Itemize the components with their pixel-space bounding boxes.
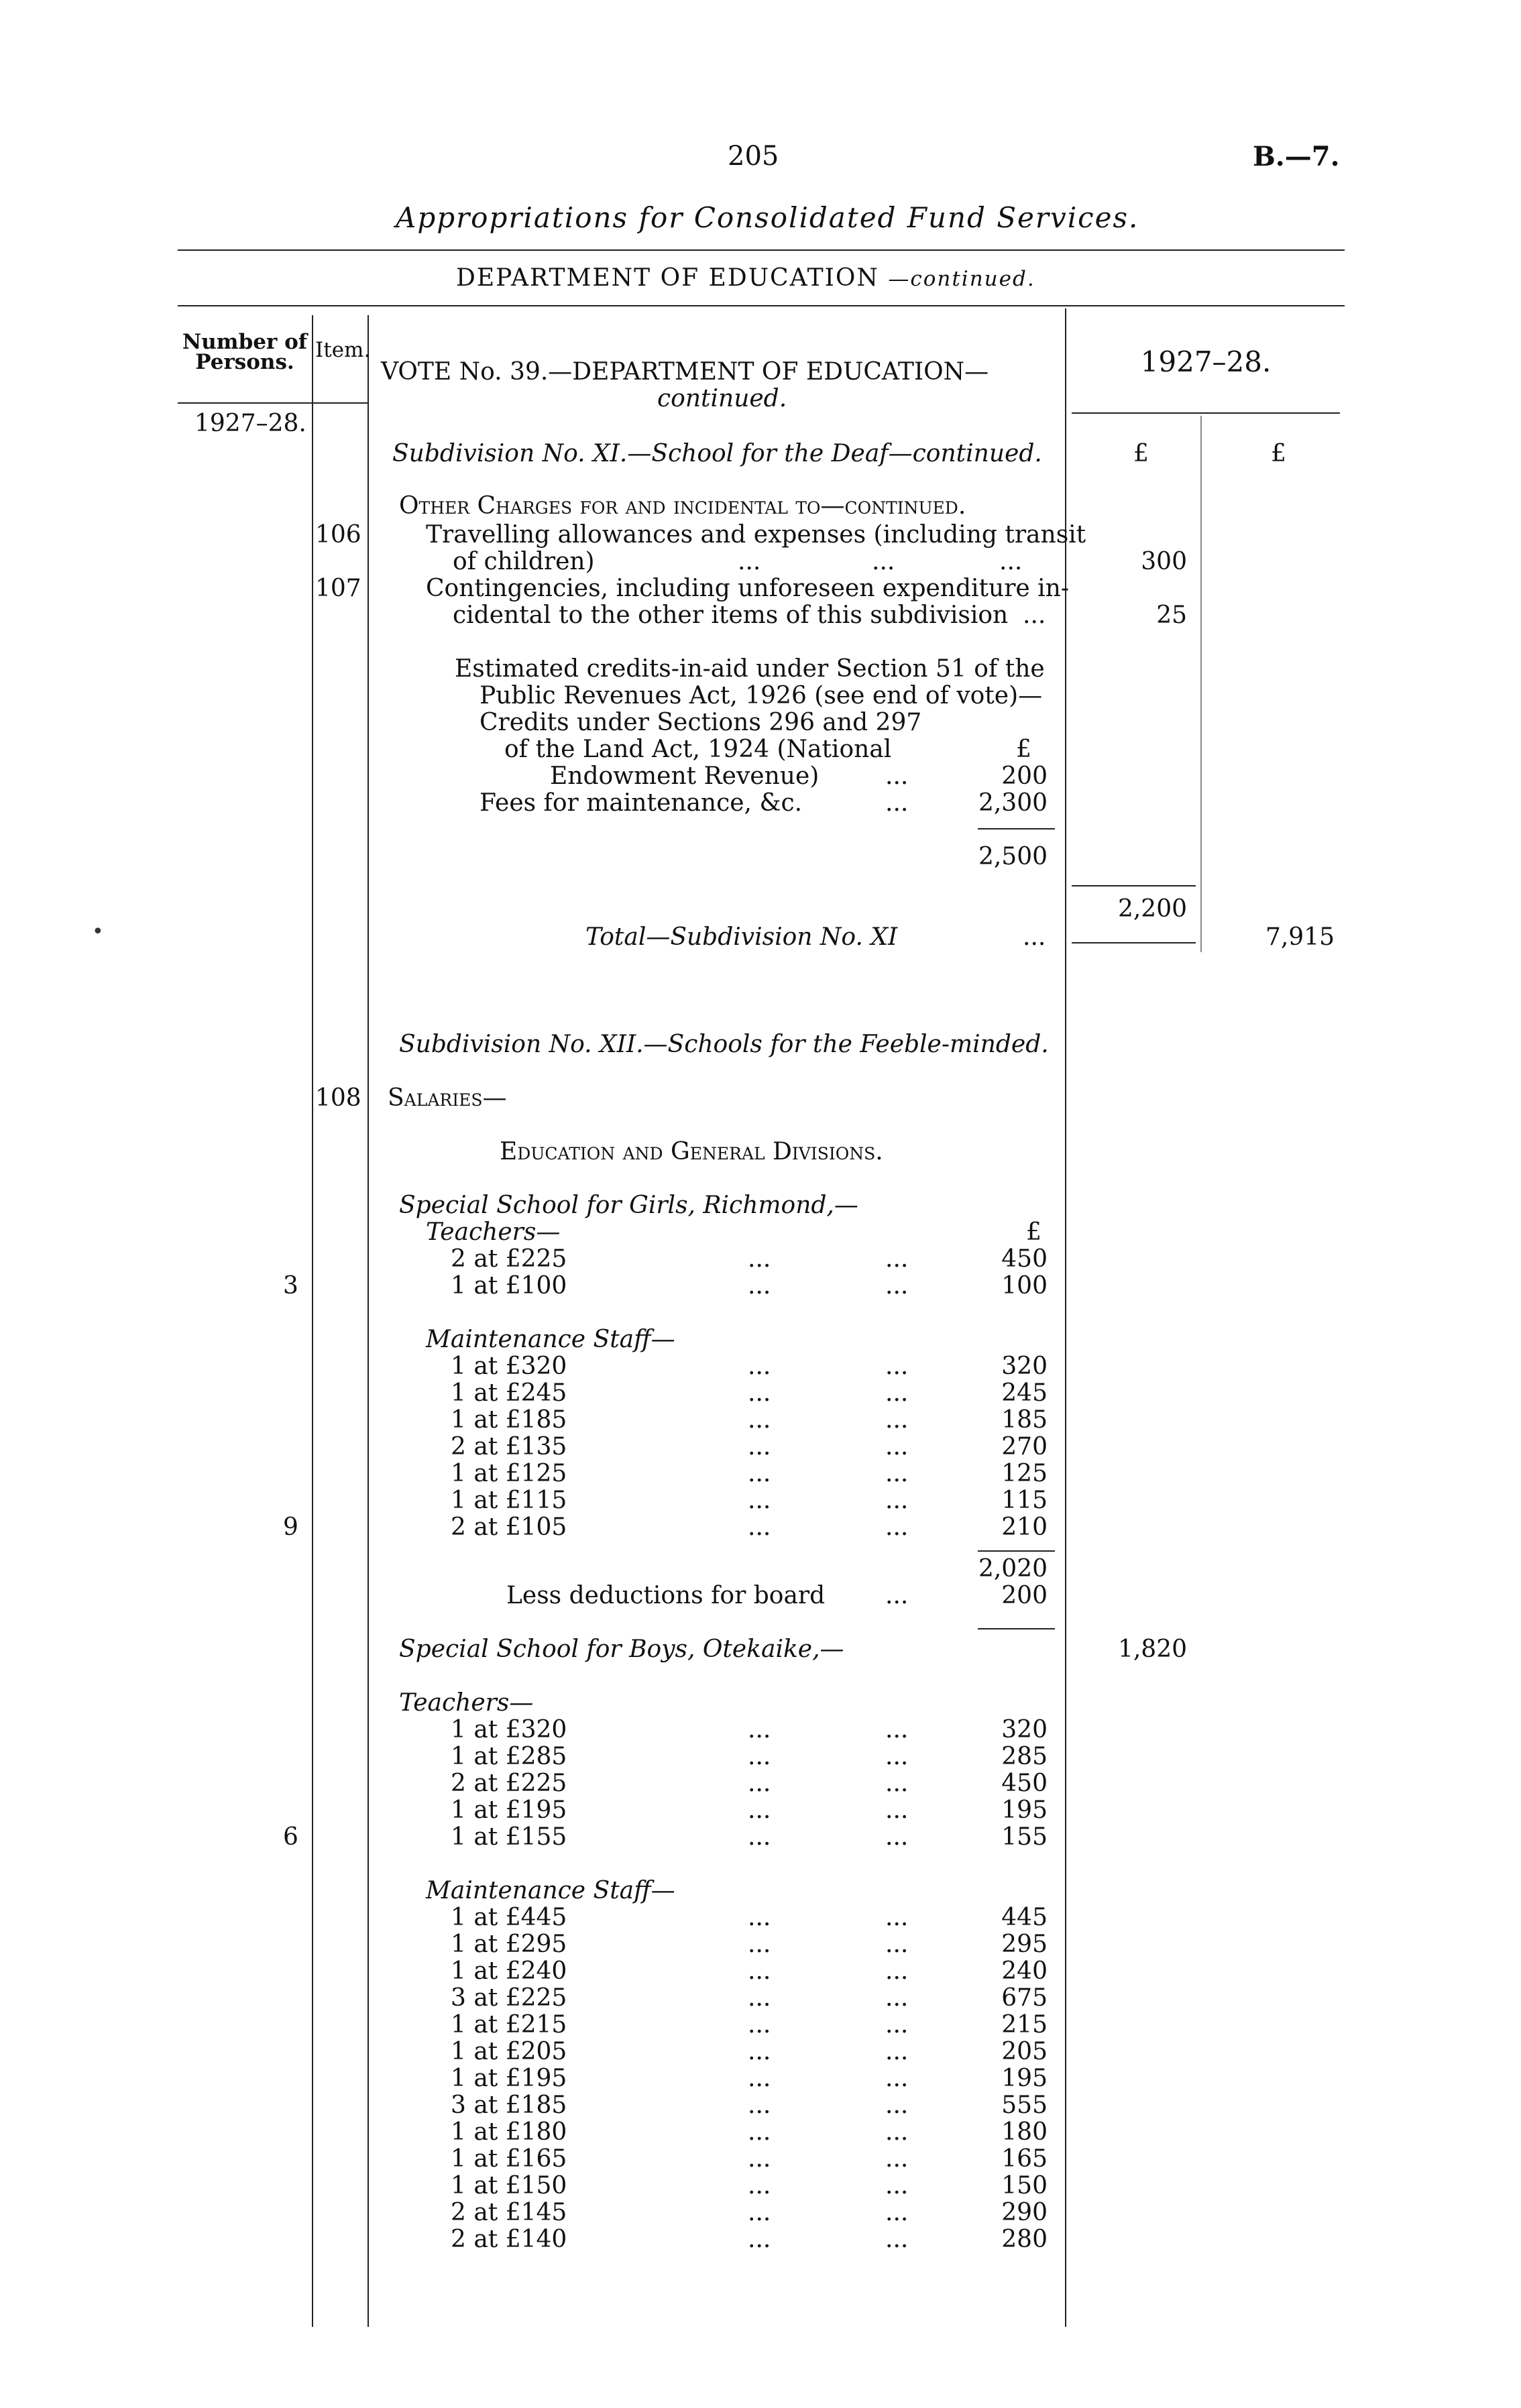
credits-line-1: Estimated credits-in-aid under Section 51 of the bbox=[455, 655, 1045, 683]
salary-amount: 320 bbox=[1001, 1716, 1048, 1743]
amount-column-divider bbox=[1200, 416, 1202, 952]
leader-dots: ... bbox=[748, 2065, 771, 2092]
salary-rate: 3 at £225 bbox=[451, 1984, 567, 2012]
leader-dots: ... bbox=[885, 1743, 909, 1770]
item-107-amount: 25 bbox=[1156, 601, 1187, 629]
leader-dots: ... bbox=[885, 1460, 909, 1487]
leader-dots: ... bbox=[999, 548, 1023, 575]
leader-dots: ... bbox=[885, 1433, 909, 1460]
leader-dots: ... bbox=[748, 1931, 771, 1958]
title-rule bbox=[178, 249, 1345, 251]
leader-dots: ... bbox=[885, 1406, 909, 1434]
salary-amount: 280 bbox=[1001, 2226, 1048, 2253]
item-106: 106 bbox=[315, 521, 361, 549]
girls-maintenance-heading: Maintenance Staff— bbox=[426, 1326, 675, 1353]
document-reference: B.—7. bbox=[1253, 141, 1340, 172]
other-charges-heading: Other Charges for and incidental to—continued. bbox=[399, 492, 966, 520]
girls-sum-rule bbox=[978, 1550, 1055, 1552]
department-name: DEPARTMENT OF EDUCATION bbox=[456, 264, 879, 292]
leader-dots: ... bbox=[885, 1796, 909, 1824]
salary-amount: 445 bbox=[1001, 1904, 1048, 1931]
salary-amount: 125 bbox=[1001, 1460, 1048, 1487]
credits-line-4: of the Land Act, 1924 (National bbox=[504, 736, 892, 763]
salary-rate: 1 at £320 bbox=[451, 1716, 567, 1743]
leader-dots: ... bbox=[748, 1379, 771, 1407]
salary-rate: 2 at £135 bbox=[451, 1433, 567, 1460]
subdivision-12-heading: Subdivision No. XII.—Schools for the Feeble-minded. bbox=[399, 1031, 1049, 1058]
leader-dots: ... bbox=[885, 1931, 909, 1958]
leader-dots: ... bbox=[885, 1984, 909, 2012]
subdivision-11-heading: Subdivision No. XI.—School for the Deaf—continued. bbox=[392, 440, 1042, 467]
item-107-text: Contingencies, including unforeseen expenditure in- bbox=[426, 575, 1070, 602]
credits-endowment-amount: 200 bbox=[1001, 762, 1048, 790]
leader-dots: ... bbox=[885, 1582, 909, 1609]
leader-dots: ... bbox=[885, 1379, 909, 1407]
leader-dots: ... bbox=[885, 2226, 909, 2253]
item-108: 108 bbox=[315, 1084, 361, 1112]
item-107: 107 bbox=[315, 575, 361, 602]
salary-rate: 1 at £285 bbox=[451, 1743, 567, 1770]
salary-rate: 1 at £445 bbox=[451, 1904, 567, 1931]
salary-rate: 2 at £105 bbox=[451, 1513, 567, 1541]
leader-dots: ... bbox=[885, 2199, 909, 2226]
leader-dots: ... bbox=[738, 548, 761, 575]
margin-mark: • bbox=[92, 920, 104, 943]
credits-line-3: Credits under Sections 296 and 297 bbox=[480, 709, 922, 736]
salary-rate: 1 at £195 bbox=[451, 2065, 567, 2092]
vote-heading-continued: continued. bbox=[657, 385, 787, 412]
salary-amount: 195 bbox=[1001, 1796, 1048, 1824]
less-deductions-amount: 200 bbox=[1001, 1582, 1048, 1609]
credits-line-6: Fees for maintenance, &c. bbox=[480, 789, 803, 817]
subdivision-11-total-label: Total—Subdivision No. XI bbox=[585, 923, 898, 951]
salary-amount: 240 bbox=[1001, 1957, 1048, 1985]
boys-school-heading: Special School for Boys, Otekaike,— bbox=[399, 1636, 844, 1663]
leader-dots: ... bbox=[748, 1984, 771, 2012]
item-header: Item. bbox=[315, 338, 371, 362]
year-header: 1927–28. bbox=[1140, 345, 1272, 378]
salary-rate: 1 at £100 bbox=[451, 1272, 567, 1300]
subdivision-11-total: 7,915 bbox=[1265, 923, 1335, 951]
department-heading bbox=[456, 265, 1035, 292]
leader-dots: ... bbox=[885, 2011, 909, 2039]
salary-amount: 320 bbox=[1001, 1353, 1048, 1380]
leader-dots: ... bbox=[885, 2118, 909, 2146]
leader-dots: ... bbox=[748, 1353, 771, 1380]
leader-dots: ... bbox=[748, 1272, 771, 1300]
department-continued: —continued. bbox=[888, 267, 1035, 291]
salary-rate: 1 at £185 bbox=[451, 1406, 567, 1434]
salary-rate: 1 at £115 bbox=[451, 1487, 567, 1514]
leader-dots: ... bbox=[885, 762, 909, 790]
credits-line-5: Endowment Revenue) bbox=[550, 762, 820, 790]
salary-amount: 165 bbox=[1001, 2145, 1048, 2173]
divisions-heading: Education and General Divisions. bbox=[500, 1138, 883, 1165]
salary-rate: 1 at £150 bbox=[451, 2172, 567, 2199]
salary-rate: 2 at £225 bbox=[451, 1245, 567, 1273]
salary-amount: 100 bbox=[1001, 1272, 1048, 1300]
persons-item-divider bbox=[312, 315, 313, 2327]
number-of-persons-header: Number of Persons. bbox=[182, 330, 308, 374]
salary-rate: 1 at £245 bbox=[451, 1379, 567, 1407]
header-rule bbox=[178, 305, 1345, 306]
persons-head-rule bbox=[178, 402, 312, 404]
leader-dots: ... bbox=[748, 1796, 771, 1824]
leader-dots: ... bbox=[748, 2011, 771, 2039]
leader-dots: ... bbox=[872, 548, 895, 575]
leader-dots: ... bbox=[885, 2038, 909, 2065]
salary-amount: 285 bbox=[1001, 1743, 1048, 1770]
salary-rate: 1 at £240 bbox=[451, 1957, 567, 1985]
girls-school-heading: Special School for Girls, Richmond,— bbox=[399, 1192, 858, 1219]
salary-amount: 295 bbox=[1001, 1931, 1048, 1958]
salary-amount: 450 bbox=[1001, 1770, 1048, 1797]
salary-rate: 3 at £185 bbox=[451, 2091, 567, 2119]
salary-amount: 115 bbox=[1001, 1487, 1048, 1514]
salary-amount: 555 bbox=[1001, 2091, 1048, 2119]
salary-amount: 215 bbox=[1001, 2011, 1048, 2039]
salary-rate: 1 at £295 bbox=[451, 1931, 567, 1958]
leader-dots: ... bbox=[885, 1770, 909, 1797]
salary-amount: 150 bbox=[1001, 2172, 1048, 2199]
leader-dots: ... bbox=[885, 2065, 909, 2092]
leader-dots: ... bbox=[748, 2145, 771, 2173]
girls-maintenance-persons: 9 bbox=[283, 1513, 298, 1541]
salary-amount: 270 bbox=[1001, 1433, 1048, 1460]
leader-dots: ... bbox=[748, 1904, 771, 1931]
salary-rate: 1 at £195 bbox=[451, 1796, 567, 1824]
credits-fees-amount: 2,300 bbox=[978, 789, 1048, 817]
girls-sum: 2,020 bbox=[978, 1555, 1048, 1583]
leader-dots: ... bbox=[885, 2091, 909, 2119]
item-head-rule bbox=[312, 402, 368, 404]
salary-amount: 180 bbox=[1001, 2118, 1048, 2146]
persons-year: 1927–28. bbox=[194, 410, 306, 437]
salary-amount: 290 bbox=[1001, 2199, 1048, 2226]
leader-dots: ... bbox=[885, 1245, 909, 1273]
leader-dots: ... bbox=[885, 1957, 909, 1985]
net-rule-top bbox=[1072, 885, 1196, 886]
description-amount-divider bbox=[1065, 308, 1066, 2327]
salary-rate: 1 at £215 bbox=[451, 2011, 567, 2039]
boys-teachers-heading: Teachers— bbox=[399, 1689, 534, 1717]
item-107-text-cont: cidental to the other items of this subdivision bbox=[453, 601, 1009, 629]
leader-dots: ... bbox=[748, 1823, 771, 1851]
salaries-heading: Salaries— bbox=[388, 1084, 507, 1112]
leader-dots: ... bbox=[885, 1487, 909, 1514]
salary-rate: 2 at £145 bbox=[451, 2199, 567, 2226]
girls-teachers-heading: Teachers— bbox=[426, 1218, 561, 1246]
leader-dots: ... bbox=[748, 1460, 771, 1487]
page-title: Appropriations for Consolidated Fund Services. bbox=[396, 201, 1139, 234]
leader-dots: ... bbox=[1023, 601, 1046, 629]
vote-heading: VOTE No. 39.—DEPARTMENT OF EDUCATION— bbox=[381, 358, 989, 386]
net-rule-bottom bbox=[1072, 942, 1196, 943]
salary-amount: 210 bbox=[1001, 1513, 1048, 1541]
leader-dots: ... bbox=[885, 1513, 909, 1541]
leader-dots: ... bbox=[748, 1743, 771, 1770]
pound-column-2: £ bbox=[1271, 440, 1286, 467]
leader-dots: ... bbox=[885, 1823, 909, 1851]
salary-amount: 245 bbox=[1001, 1379, 1048, 1407]
girls-net-rule bbox=[978, 1628, 1055, 1629]
less-deductions-label: Less deductions for board bbox=[506, 1582, 826, 1609]
credits-total: 2,500 bbox=[978, 843, 1048, 870]
leader-dots: ... bbox=[748, 1957, 771, 1985]
leader-dots: ... bbox=[748, 1245, 771, 1273]
girls-pound: £ bbox=[1026, 1218, 1041, 1246]
leader-dots: ... bbox=[748, 2118, 771, 2146]
leader-dots: ... bbox=[885, 1272, 909, 1300]
salary-rate: 1 at £180 bbox=[451, 2118, 567, 2146]
salary-amount: 675 bbox=[1001, 1984, 1048, 2012]
salary-amount: 205 bbox=[1001, 2038, 1048, 2065]
salary-rate: 1 at £125 bbox=[451, 1460, 567, 1487]
girls-teachers-persons: 3 bbox=[283, 1272, 298, 1300]
leader-dots: ... bbox=[748, 2172, 771, 2199]
salary-rate: 1 at £155 bbox=[451, 1823, 567, 1851]
leader-dots: ... bbox=[885, 2172, 909, 2199]
leader-dots: ... bbox=[748, 2038, 771, 2065]
leader-dots: ... bbox=[748, 2226, 771, 2253]
credits-sum-rule bbox=[978, 828, 1055, 829]
year-head-rule bbox=[1072, 412, 1340, 414]
leader-dots: ... bbox=[885, 2145, 909, 2173]
salary-rate: 1 at £165 bbox=[451, 2145, 567, 2173]
leader-dots: ... bbox=[885, 1353, 909, 1380]
leader-dots: ... bbox=[748, 1433, 771, 1460]
salary-rate: 1 at £205 bbox=[451, 2038, 567, 2065]
leader-dots: ... bbox=[1023, 923, 1046, 951]
item-106-text: Travelling allowances and expenses (including transit bbox=[426, 521, 1086, 549]
item-description-divider bbox=[368, 315, 369, 2327]
boys-maintenance-heading: Maintenance Staff— bbox=[426, 1877, 675, 1904]
leader-dots: ... bbox=[748, 1770, 771, 1797]
salary-amount: 185 bbox=[1001, 1406, 1048, 1434]
pound-column-1: £ bbox=[1133, 440, 1149, 467]
item-106-text-cont: of children) bbox=[453, 548, 595, 575]
salary-rate: 2 at £225 bbox=[451, 1770, 567, 1797]
credits-line-2: Public Revenues Act, 1926 (see end of vote)— bbox=[480, 682, 1043, 709]
subdivision-11-net: 2,200 bbox=[1117, 895, 1187, 923]
salary-amount: 450 bbox=[1001, 1245, 1048, 1273]
girls-net-amount: 1,820 bbox=[1117, 1636, 1187, 1663]
leader-dots: ... bbox=[748, 1406, 771, 1434]
leader-dots: ... bbox=[885, 789, 909, 817]
boys-teachers-persons: 6 bbox=[283, 1823, 298, 1851]
leader-dots: ... bbox=[748, 2091, 771, 2119]
salary-amount: 155 bbox=[1001, 1823, 1048, 1851]
credits-pound: £ bbox=[1016, 736, 1031, 763]
leader-dots: ... bbox=[748, 1487, 771, 1514]
salary-rate: 1 at £320 bbox=[451, 1353, 567, 1380]
leader-dots: ... bbox=[748, 1513, 771, 1541]
leader-dots: ... bbox=[885, 1716, 909, 1743]
salary-rate: 2 at £140 bbox=[451, 2226, 567, 2253]
salary-amount: 195 bbox=[1001, 2065, 1048, 2092]
leader-dots: ... bbox=[748, 1716, 771, 1743]
leader-dots: ... bbox=[885, 1904, 909, 1931]
leader-dots: ... bbox=[748, 2199, 771, 2226]
item-106-amount: 300 bbox=[1141, 548, 1187, 575]
page-number: 205 bbox=[728, 141, 779, 172]
